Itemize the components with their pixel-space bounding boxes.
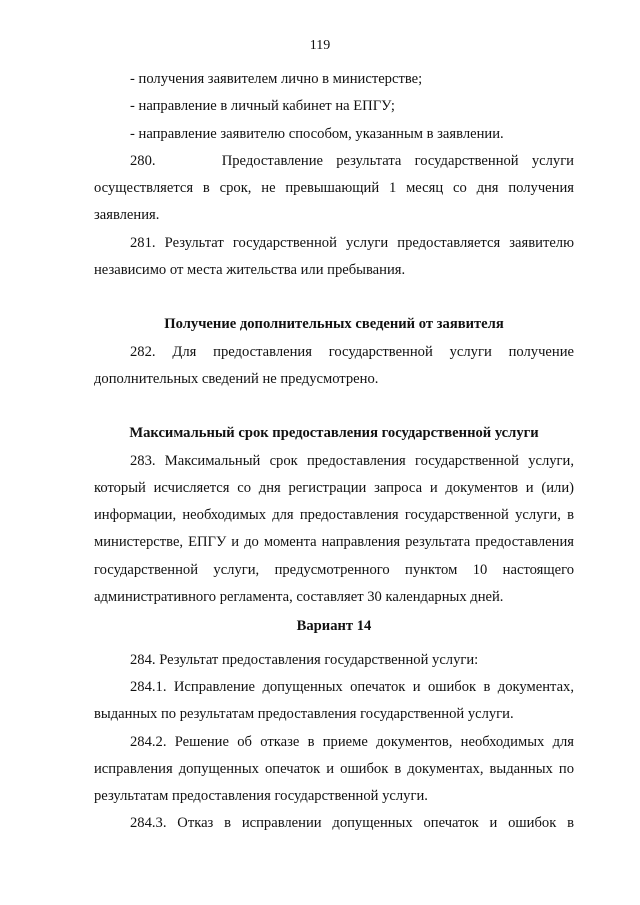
paragraph-284-1: 284.1. Исправление допущенных опечаток и ошибок в документах, выданных по результатам предоставления государственной услуги. [94, 678, 574, 723]
paragraph-283: 283. Максимальный срок предоставления государственной услуги, который исчисляется со дня регистрации запроса и документов и (или) информации, необходимых для предоставления государственной услуги, в министерстве, ЕПГУ и до момента направления результата предоставления государственной услуги, предусмотренного пунктом 10 настоящего административного регламента, составляет 30 календарных дней. [94, 452, 574, 606]
page-number: 119 [309, 38, 331, 53]
paragraph-282: 282. Для предоставления государственной услуги получение дополнительных сведений не предусмотрено. [94, 343, 574, 387]
list-item-method: - направление заявителю способом, указанным в заявлении. [130, 125, 504, 142]
paragraph-284-3: 284.3. Отказ в исправлении допущенных опечаток и ошибок в [130, 815, 574, 832]
paragraph-284: 284. Результат предоставления государственной услуги: [130, 651, 479, 668]
section-heading-additional-info: Получение дополнительных сведений от заявителя [164, 316, 504, 333]
section-heading-max-term: Максимальный срок предоставления государственной услуги [129, 425, 539, 442]
paragraph-281: 281. Результат государственной услуги предоставляется заявителю независимо от места жительства или пребывания. [94, 234, 574, 279]
paragraph-280: 280. Предоставление результата государственной услуги осуществляется в срок, не превышающий 1 месяц со дня получения заявления. [94, 152, 574, 224]
section-heading-variant-14: Вариант 14 [296, 618, 372, 635]
paragraph-284-2: 284.2. Решение об отказе в приеме документов, необходимых для исправления допущенных опечаток и ошибок в документах, выданных по результатам предоставления государственной услуги. [94, 733, 574, 805]
list-item-cabinet: - направление в личный кабинет на ЕПГУ; [130, 98, 395, 115]
document-body [94, 66, 574, 838]
spacer [94, 393, 574, 420]
spacer [94, 284, 574, 311]
list-item-personal: - получения заявителем лично в министерстве; [130, 71, 423, 87]
